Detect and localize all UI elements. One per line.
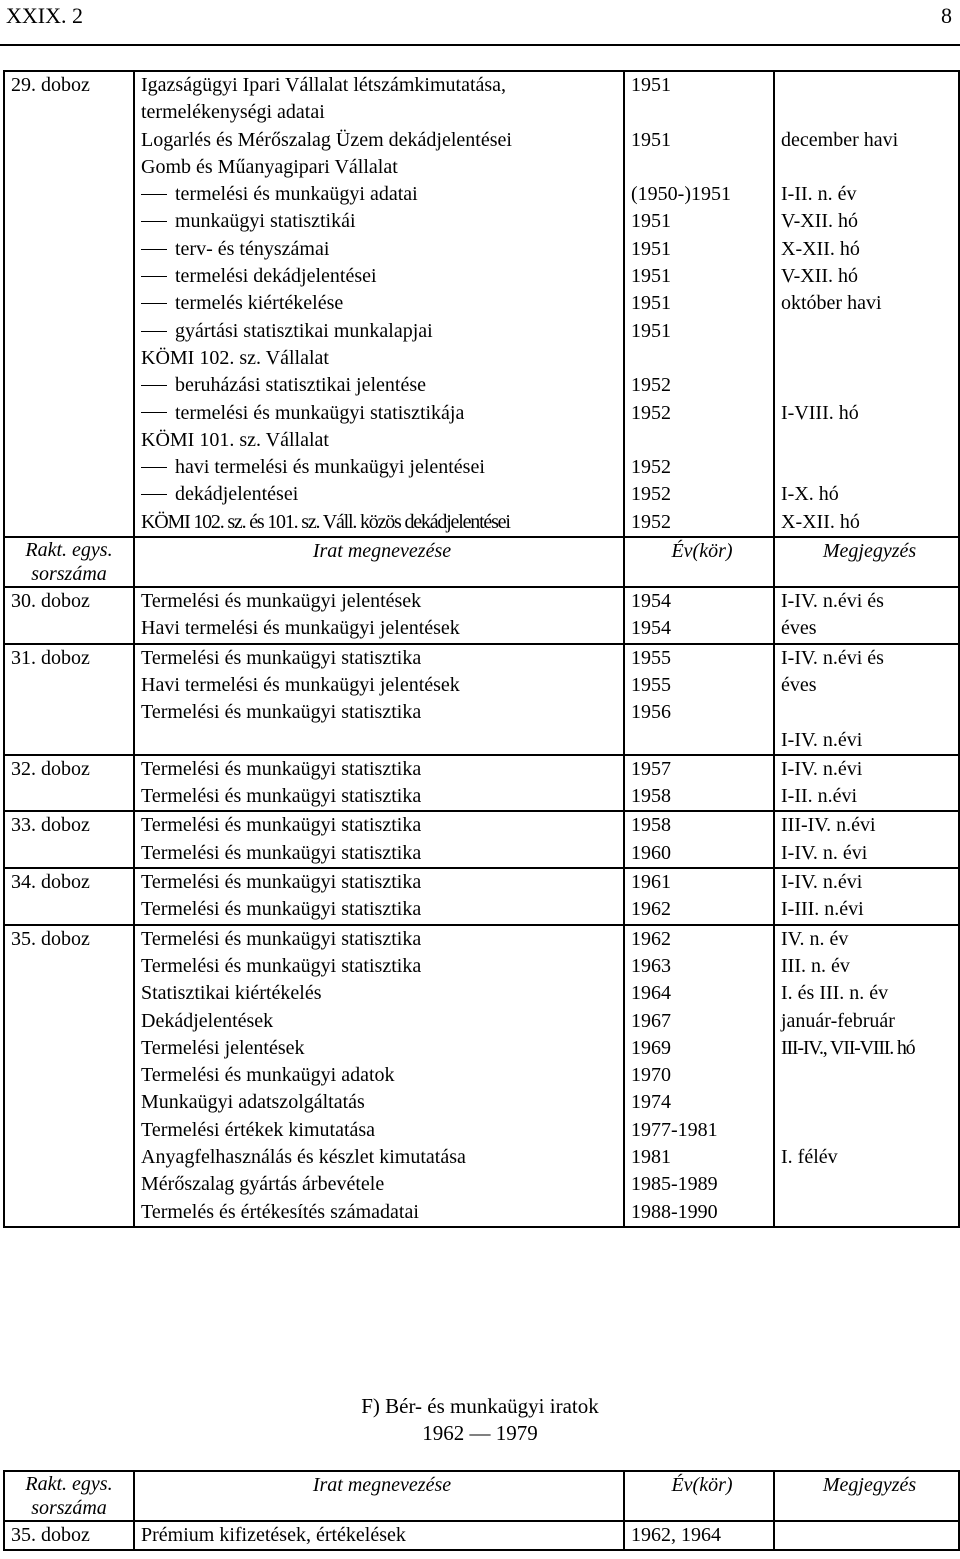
rakt-label: Rakt. egys. <box>25 1473 113 1495</box>
header-reference: XXIX. 2 <box>6 3 83 28</box>
document-year <box>631 154 773 181</box>
document-note <box>781 99 958 126</box>
document-name-text: termelés kiértékelése <box>175 292 344 315</box>
document-notes <box>774 755 959 812</box>
document-notes <box>774 868 959 925</box>
dash-mark <box>141 194 167 195</box>
document-year-text: 1956 <box>631 701 671 724</box>
document-year <box>631 208 773 235</box>
page-number: 8 <box>941 3 952 28</box>
table-row <box>4 71 959 537</box>
document-name: Prémium kifizetések, értékelések <box>134 1521 624 1550</box>
document-year <box>631 127 773 154</box>
document-name <box>141 727 623 754</box>
document-year-text: 1985-1989 <box>631 1173 718 1196</box>
document-year <box>631 72 773 99</box>
document-year <box>631 699 773 726</box>
document-name-text: termelési és munkaügyi adatai <box>175 183 418 206</box>
document-years <box>624 587 774 644</box>
document-name-text: Termelési és munkaügyi statisztika <box>141 954 422 977</box>
document-name-text: Termelési és munkaügyi statisztika <box>141 701 422 724</box>
document-note-text: I. félév <box>781 1145 838 1168</box>
document-year-text: 1974 <box>631 1091 671 1114</box>
document-note-text: I-IV. n.évi <box>781 728 863 751</box>
document-year-text: 1951 <box>631 237 671 260</box>
document-name <box>141 454 623 481</box>
document-name-text: Havi termelési és munkaügyi jelentések <box>141 673 460 696</box>
document-note-text: I-IV. n. évi <box>781 841 868 864</box>
document-year-text: 1977-1981 <box>631 1118 718 1141</box>
document-name-text: Dekádjelentések <box>141 1009 274 1032</box>
document-year <box>631 980 773 1007</box>
document-notes <box>774 587 959 644</box>
document-year-text: (1950-)1951 <box>631 183 731 206</box>
document-note <box>781 926 958 953</box>
document-year-text: 1964 <box>631 982 671 1005</box>
document-note-text: éves <box>781 673 817 696</box>
dash-mark <box>141 494 167 495</box>
table-row <box>4 811 959 868</box>
document-note <box>781 1144 958 1171</box>
document-year-text: 1981 <box>631 1145 671 1168</box>
document-years <box>624 811 774 868</box>
document-names <box>134 644 624 755</box>
document-year <box>631 926 773 953</box>
document-name <box>141 953 623 980</box>
document-name-text: Termelési és munkaügyi statisztika <box>141 927 422 950</box>
document-note <box>781 672 958 699</box>
table-row <box>4 755 959 812</box>
document-name-text: Termelési és munkaügyi statisztika <box>141 898 422 921</box>
section-title: F) Bér- és munkaügyi iratok <box>361 1394 599 1418</box>
document-year <box>631 318 773 345</box>
document-name <box>141 699 623 726</box>
column-header-rakt <box>4 537 134 587</box>
document-name-text: gyártási statisztikai munkalapjai <box>175 319 433 342</box>
document-notes <box>774 811 959 868</box>
document-note <box>781 290 958 317</box>
document-name-text: dekádjelentései <box>175 483 299 506</box>
document-notes <box>774 644 959 755</box>
dash-mark <box>141 385 167 386</box>
document-year <box>631 1089 773 1116</box>
document-name <box>141 236 623 263</box>
sorszam-label: sorszáma <box>31 1497 107 1519</box>
document-year-text: 1958 <box>631 814 671 837</box>
box-id: 35. doboz <box>4 925 134 1227</box>
document-note-text: I-IV. n.évi <box>781 871 863 894</box>
document-name-text: Termelési és munkaügyi statisztika <box>141 871 422 894</box>
document-name-text: Termelési és munkaügyi statisztika <box>141 814 422 837</box>
dash-mark <box>141 303 167 304</box>
document-note-text: I-II. n. év <box>781 183 857 206</box>
document-note <box>781 812 958 839</box>
document-year <box>631 1062 773 1089</box>
table-row <box>4 644 959 755</box>
document-note <box>781 1089 958 1116</box>
document-year-text: 1962 <box>631 927 671 950</box>
section-years: 1962 — 1979 <box>422 1421 538 1445</box>
document-year-text: 1969 <box>631 1036 671 1059</box>
document-note <box>781 127 958 154</box>
document-note-text: I-IV. n.évi és <box>781 646 884 669</box>
document-note <box>781 953 958 980</box>
document-year-text: 1952 <box>631 401 671 424</box>
document-year <box>631 1035 773 1062</box>
document-year <box>631 454 773 481</box>
table-row <box>4 587 959 644</box>
document-name-text: Munkaügyi adatszolgáltatás <box>141 1091 365 1114</box>
document-name <box>141 290 623 317</box>
document-name-text: KÖMI 101. sz. Vállalat <box>141 428 329 451</box>
document-name <box>141 72 623 99</box>
document-year <box>631 263 773 290</box>
document-note-text: X-XII. hó <box>781 510 860 533</box>
document-note <box>781 181 958 208</box>
document-note <box>781 208 958 235</box>
document-year-text: 1957 <box>631 757 671 780</box>
document-year-text: 1951 <box>631 265 671 288</box>
column-header-ev: Év(kör) <box>624 1471 774 1521</box>
document-name-text: KÖMI 102. sz. Vállalat <box>141 346 329 369</box>
document-year-text: 1952 <box>631 456 671 479</box>
document-name <box>141 181 623 208</box>
document-year-text: 1961 <box>631 871 671 894</box>
dash-mark <box>141 276 167 277</box>
document-note <box>781 318 958 345</box>
document-year <box>631 615 773 642</box>
document-note <box>781 727 958 754</box>
document-year-text: 1960 <box>631 841 671 864</box>
document-year-text: 1954 <box>631 590 671 613</box>
document-year-text: 1951 <box>631 128 671 151</box>
document-name <box>141 1089 623 1116</box>
document-note <box>781 427 958 454</box>
document-name <box>141 980 623 1007</box>
document-name <box>141 1008 623 1035</box>
table-row <box>4 1521 959 1550</box>
document-note-text: I-X. hó <box>781 483 839 506</box>
document-note-text: I-II. n.évi <box>781 785 858 808</box>
column-header-rakt <box>4 1471 134 1521</box>
document-year-text: 1951 <box>631 319 671 342</box>
document-note-text: I-VIII. hó <box>781 401 859 424</box>
document-year <box>631 840 773 867</box>
document-name <box>141 615 623 642</box>
document-note-text: X-XII. hó <box>781 237 860 260</box>
document-years <box>624 644 774 755</box>
document-year <box>631 290 773 317</box>
document-year-text: 1951 <box>631 74 671 96</box>
document-name <box>141 1199 623 1226</box>
box-id: 32. doboz <box>4 755 134 812</box>
document-note <box>774 1521 959 1550</box>
document-name-text: munkaügyi statisztikái <box>175 210 356 233</box>
document-year <box>631 588 773 615</box>
sorszam-label: sorszáma <box>31 563 107 586</box>
document-years <box>624 71 774 537</box>
document-note <box>781 1117 958 1144</box>
dash-mark <box>141 331 167 332</box>
document-name-text: Havi termelési és munkaügyi jelentések <box>141 617 460 640</box>
document-note-text: V-XII. hó <box>781 210 859 233</box>
document-note <box>781 896 958 923</box>
document-notes <box>774 925 959 1227</box>
document-note <box>781 72 958 99</box>
box-id: 31. doboz <box>4 644 134 755</box>
dash-mark <box>141 467 167 468</box>
document-note <box>781 454 958 481</box>
document-note-text: I-III. n.évi <box>781 898 864 921</box>
document-note-text: V-XII. hó <box>781 265 859 288</box>
document-name-text: beruházási statisztikai jelentése <box>175 374 427 397</box>
document-year <box>631 1171 773 1198</box>
document-name <box>141 926 623 953</box>
document-note <box>781 154 958 181</box>
box-id: 33. doboz <box>4 811 134 868</box>
document-year-text: 1962 <box>631 898 671 921</box>
page-header <box>0 0 960 46</box>
table-row <box>4 925 959 1227</box>
document-year-text: 1955 <box>631 673 671 696</box>
document-name <box>141 427 623 454</box>
document-year-text: 1955 <box>631 646 671 669</box>
document-note <box>781 1171 958 1198</box>
column-header-ev: Év(kör) <box>624 537 774 587</box>
document-year-text: 1951 <box>631 292 671 315</box>
document-note <box>781 1199 958 1226</box>
document-name-text: terv- és tényszámai <box>175 237 330 260</box>
document-note <box>781 509 958 536</box>
document-year-text: 1954 <box>631 617 671 640</box>
document-name-text: Mérőszalag gyártás árbevétele <box>141 1173 385 1196</box>
rakt-label: Rakt. egys. <box>25 539 113 562</box>
document-name <box>141 345 623 372</box>
document-note-text: január-február <box>781 1009 895 1032</box>
document-year-text: 1967 <box>631 1009 671 1032</box>
document-year <box>631 727 773 754</box>
box-id: 29. doboz <box>4 71 134 537</box>
document-note <box>781 783 958 810</box>
document-name-text: Statisztikai kiértékelés <box>141 982 322 1005</box>
document-year <box>631 372 773 399</box>
document-year <box>631 427 773 454</box>
document-note <box>781 756 958 783</box>
document-note <box>781 615 958 642</box>
document-name-text: Termelési értékek kimutatása <box>141 1118 376 1141</box>
document-names <box>134 71 624 537</box>
document-name <box>141 263 623 290</box>
document-note-text: éves <box>781 617 817 640</box>
document-year-text: 1952 <box>631 483 671 506</box>
document-name-text: Termelési és munkaügyi statisztika <box>141 757 422 780</box>
document-name <box>141 481 623 508</box>
document-note-text: III. n. év <box>781 954 850 977</box>
document-name-text: termelési és munkaügyi statisztikája <box>175 401 465 424</box>
document-name <box>141 1117 623 1144</box>
document-names <box>134 868 624 925</box>
document-note-text: III-IV., VII-VIII. hó <box>781 1036 915 1059</box>
document-year <box>631 481 773 508</box>
dash-mark <box>141 221 167 222</box>
document-name-text: Termelési jelentések <box>141 1036 305 1059</box>
document-note-text: I-IV. n.évi <box>781 757 863 780</box>
document-year <box>631 181 773 208</box>
inventory-table <box>3 70 960 1228</box>
dash-mark <box>141 412 167 413</box>
document-name-text: havi termelési és munkaügyi jelentései <box>175 456 485 479</box>
column-header-irat: Irat megnevezése <box>134 537 624 587</box>
document-note-text: december havi <box>781 128 899 151</box>
document-note <box>781 840 958 867</box>
document-names <box>134 925 624 1227</box>
document-name <box>141 509 623 536</box>
document-name <box>141 588 623 615</box>
document-names <box>134 755 624 812</box>
document-name <box>141 1035 623 1062</box>
document-note <box>781 1035 958 1062</box>
document-note <box>781 372 958 399</box>
document-name-text: Termelési és munkaügyi statisztika <box>141 841 422 864</box>
document-name <box>141 99 623 126</box>
document-note <box>781 645 958 672</box>
document-year <box>631 812 773 839</box>
document-note-text: I. és III. n. év <box>781 982 889 1005</box>
document-name-text: Gomb és Műanyagipari Vállalat <box>141 155 398 178</box>
document-year-text: 1963 <box>631 954 671 977</box>
document-name <box>141 372 623 399</box>
document-name <box>141 840 623 867</box>
document-name-text: Termelési és munkaügyi jelentések <box>141 590 422 613</box>
document-year <box>631 645 773 672</box>
document-name <box>141 869 623 896</box>
document-name <box>141 318 623 345</box>
document-name <box>141 896 623 923</box>
document-name <box>141 645 623 672</box>
document-note-text: október havi <box>781 292 882 315</box>
column-header-irat: Irat megnevezése <box>134 1471 624 1521</box>
document-name-text: Termelési és munkaügyi adatok <box>141 1064 395 1087</box>
box-id: 30. doboz <box>4 587 134 644</box>
document-name-text: termelési dekádjelentései <box>175 265 377 288</box>
document-year <box>631 1144 773 1171</box>
document-name-text: Anyagfelhasználás és készlet kimutatása <box>141 1145 466 1168</box>
document-name <box>141 208 623 235</box>
document-year-text: 1970 <box>631 1064 671 1087</box>
document-name <box>141 1144 623 1171</box>
document-note-text: I-IV. n.évi és <box>781 590 884 613</box>
document-note <box>781 588 958 615</box>
column-header-row <box>4 1471 959 1521</box>
document-name <box>141 672 623 699</box>
document-name <box>141 1062 623 1089</box>
wage-table <box>3 1470 960 1551</box>
document-year-text: 1958 <box>631 785 671 808</box>
column-header-row <box>4 537 959 587</box>
document-name <box>141 127 623 154</box>
document-year <box>631 1008 773 1035</box>
document-years <box>624 925 774 1227</box>
document-name <box>141 783 623 810</box>
column-header-megj: Megjegyzés <box>774 537 959 587</box>
table-row <box>4 868 959 925</box>
document-year <box>631 783 773 810</box>
document-note <box>781 263 958 290</box>
document-note-text: IV. n. év <box>781 927 849 950</box>
document-year <box>631 869 773 896</box>
document-name <box>141 756 623 783</box>
document-names <box>134 587 624 644</box>
column-header-megj: Megjegyzés <box>774 1471 959 1521</box>
document-year <box>631 345 773 372</box>
document-note <box>781 400 958 427</box>
document-years <box>624 755 774 812</box>
document-year-text: 1952 <box>631 374 671 397</box>
document-year <box>631 1117 773 1144</box>
document-year <box>631 756 773 783</box>
document-name-text: KÖMI 102. sz. és 101. sz. Váll. közös dekádjelentései <box>141 510 510 533</box>
document-note <box>781 481 958 508</box>
document-year-text: 1952 <box>631 510 671 533</box>
document-name-text: Logarlés és Mérőszalag Üzem dekádjelentései <box>141 128 512 151</box>
document-year <box>631 896 773 923</box>
document-year <box>631 509 773 536</box>
document-name <box>141 400 623 427</box>
document-note <box>781 980 958 1007</box>
document-years <box>624 868 774 925</box>
document-year <box>631 236 773 263</box>
document-name-text: Termelés és értékesítés számadatai <box>141 1200 419 1223</box>
document-names <box>134 811 624 868</box>
document-year <box>631 400 773 427</box>
document-name <box>141 154 623 181</box>
document-year <box>631 1199 773 1226</box>
document-note <box>781 345 958 372</box>
document-note <box>781 869 958 896</box>
box-id: 35. doboz <box>4 1521 134 1550</box>
box-id: 34. doboz <box>4 868 134 925</box>
document-name <box>141 1171 623 1198</box>
document-year <box>631 99 773 126</box>
document-year <box>631 672 773 699</box>
document-note <box>781 236 958 263</box>
document-name-text: Termelési és munkaügyi statisztika <box>141 646 422 669</box>
document-name-text: Termelési és munkaügyi statisztika <box>141 785 422 808</box>
document-year <box>631 953 773 980</box>
document-year-text: 1951 <box>631 210 671 233</box>
document-year: 1962, 1964 <box>624 1521 774 1550</box>
document-name-text: termelékenységi adatai <box>141 101 325 124</box>
document-note <box>781 1008 958 1035</box>
document-name <box>141 812 623 839</box>
document-year-text: 1988-1990 <box>631 1200 718 1223</box>
dash-mark <box>141 249 167 250</box>
document-note <box>781 699 958 726</box>
section-heading <box>0 1393 960 1447</box>
document-notes <box>774 71 959 537</box>
document-note-text: III-IV. n.évi <box>781 814 876 837</box>
document-note <box>781 1062 958 1089</box>
document-name-text: Igazságügyi Ipari Vállalat létszámkimutatása, <box>141 74 507 96</box>
